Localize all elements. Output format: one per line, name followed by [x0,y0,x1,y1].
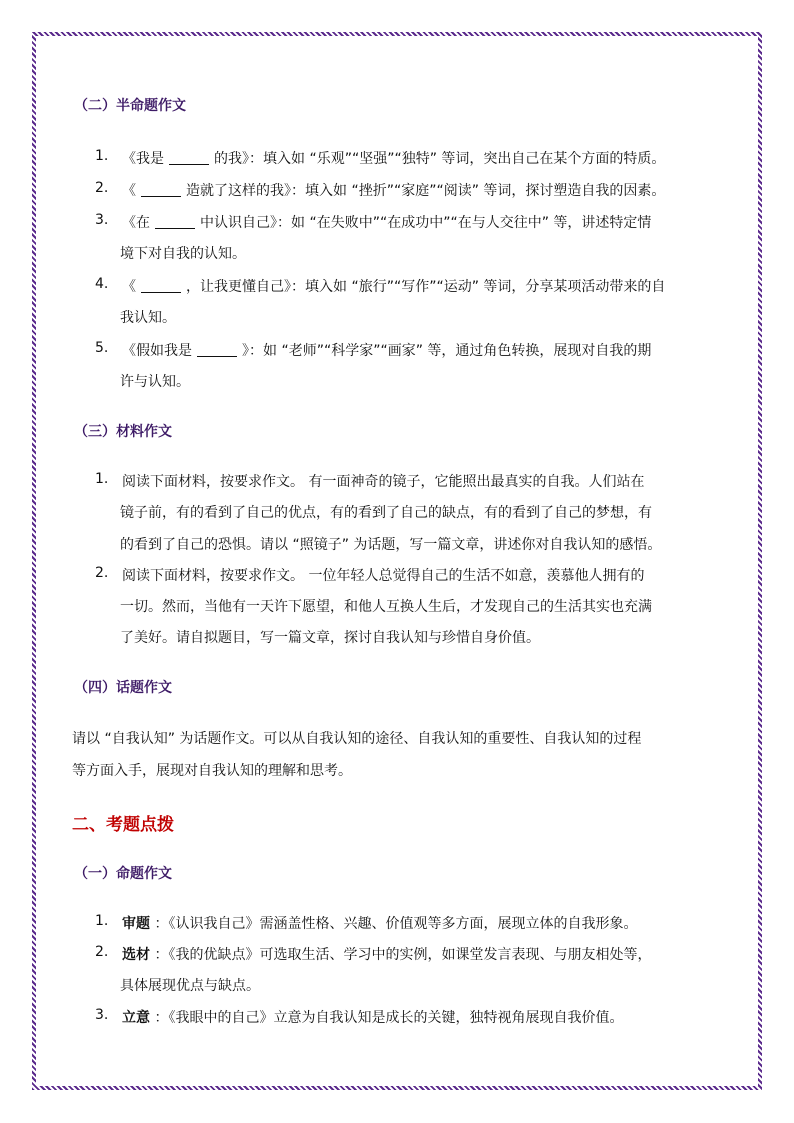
fill-blank [169,163,209,165]
list-number: 4. [95,276,109,292]
list-item: 立意 ：《我眼中的自己》立意为自我认知是成长的关键，独特视角展现自我价值。 [122,1010,624,1026]
list-number: 1. [95,913,109,929]
item-label: 立意 [122,1010,150,1026]
list-item: 《 造就了这样的我》：填入如 “挫折”“家庭”“阅读” 等词，探讨塑造自我的因素。 [122,183,666,199]
list-item: 选材 ：《我的优缺点》可选取生活、学习中的实例，如课堂发言表现、与朋友相处等， [122,947,652,963]
list-number: 2. [95,944,109,960]
section-heading-material: （三）材料作文 [74,424,172,440]
list-item-continuation: 镜子前，有的看到了自己的优点，有的看到了自己的缺点，有的看到了自己的梦想，有 [120,505,652,521]
list-item: 阅读下面材料，按要求作文。 一位年轻人总觉得自己的生活不如意，羡慕他人拥有的 [122,568,645,584]
list-item: 《我是 的我》：填入如 “乐观”“坚强”“独特” 等词，突出自己在某个方面的特质。 [122,151,666,167]
list-item-continuation: 的看到了自己的恐惧。请以 “照镜子” 为话题，写一篇文章，讲述你对自我认知的感悟。 [120,537,662,553]
list-item: 阅读下面材料，按要求作文。 有一面神奇的镜子，它能照出最真实的自我。人们站在 [122,474,645,490]
list-number: 3. [95,1007,109,1023]
section-heading-semi-proposition: （二）半命题作文 [74,98,186,114]
list-number: 1. [95,471,109,487]
item-label: 选材 [122,947,150,963]
section-heading-topic: （四）话题作文 [74,680,172,696]
list-item-continuation: 许与认知。 [120,374,190,390]
section-heading-tips: 二、考题点拨 [72,815,174,835]
list-item: 《假如我是 》：如 “老师”“科学家”“画家” 等，通过角色转换，展现对自我的期 [122,343,652,359]
list-item: 《 ，让我更懂自己》：填入如 “旅行”“写作”“运动” 等词，分享某项活动带来的自 [122,279,666,295]
list-number: 5. [95,340,109,356]
list-number: 2. [95,180,109,196]
list-item: 《在 中认识自己》：如 “在失败中”“在成功中”“在与人交往中” 等，讲述特定情 [122,215,652,231]
list-item-continuation: 我认知。 [120,310,176,326]
fill-blank [155,227,195,229]
list-number: 3. [95,212,109,228]
sub-heading-proposition: （一）命题作文 [74,866,172,882]
fill-blank [197,355,237,357]
paragraph-line: 请以 “自我认知” 为话题作文。可以从自我认知的途径、自我认知的重要性、自我认知的过程 [72,731,642,747]
fill-blank [141,195,181,197]
list-number: 2. [95,565,109,581]
list-item-continuation: 一切。然而，当他有一天许下愿望，和他人互换人生后，才发现自己的生活其实也充满 [120,599,652,615]
list-item: 审题 ：《认识我自己》需涵盖性格、兴趣、价值观等多方面，展现立体的自我形象。 [122,916,638,932]
list-number: 1. [95,148,109,164]
list-item-continuation: 境下对自我的认知。 [120,246,246,262]
paragraph-line: 等方面入手，展现对自我认知的理解和思考。 [72,763,352,779]
item-label: 审题 [122,916,150,932]
list-item-continuation: 具体展现优点与缺点。 [120,978,260,994]
list-item-continuation: 了美好。请自拟题目，写一篇文章，探讨自我认知与珍惜自身价值。 [120,630,540,646]
fill-blank [141,291,181,293]
